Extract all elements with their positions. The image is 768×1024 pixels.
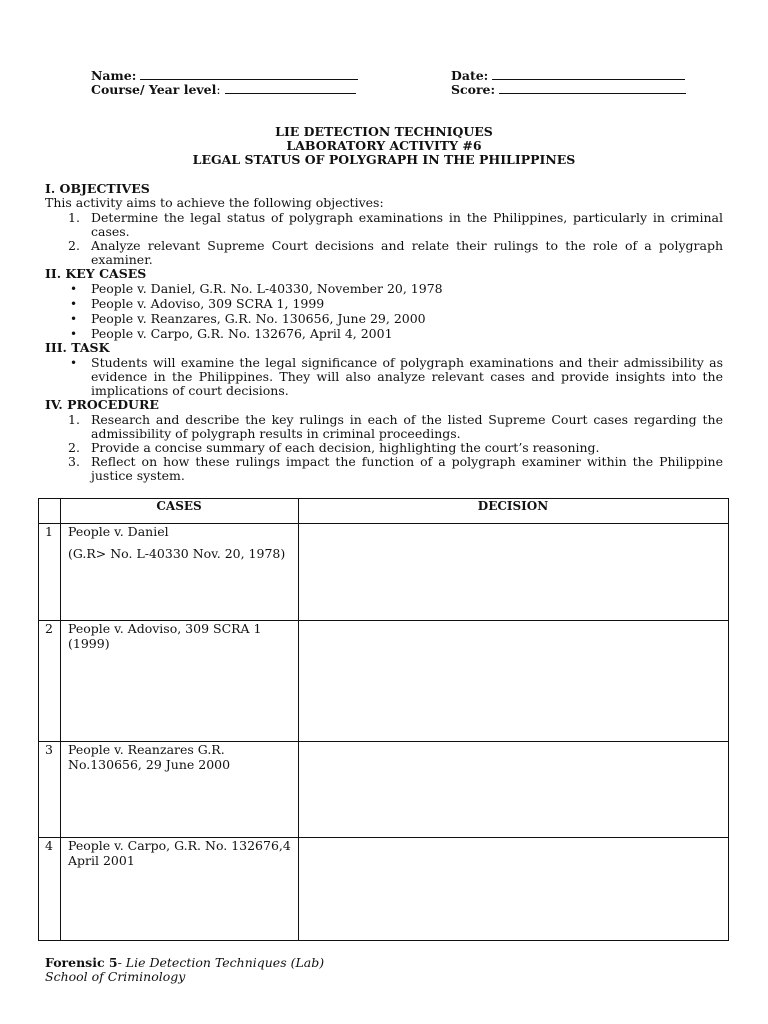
table-header-cases: CASES (156, 499, 202, 513)
objective-1-line-1: Determine the legal status of polygraph examinations in the Philippines, particularly in criminal (91, 210, 723, 225)
key-cases-heading: II. KEY CASES (45, 266, 147, 281)
footer-course-title: - Lie Detection Techniques (Lab) (117, 955, 325, 970)
procedure-2-num: 2. (68, 440, 80, 455)
procedure-heading: IV. PROCEDURE (45, 397, 159, 412)
row-3-decision-cell[interactable] (299, 742, 727, 836)
title-line-1: LIE DETECTION TECHNIQUES (275, 124, 493, 139)
row-2-decision-cell[interactable] (299, 621, 727, 740)
objectives-heading: I. OBJECTIVES (45, 181, 150, 196)
footer-school: School of Criminology (45, 969, 186, 984)
key-case-3: People v. Reanzares, G.R. No. 130656, June 29, 2000 (91, 311, 426, 326)
objective-1-num: 1. (68, 210, 80, 225)
name-field[interactable] (91, 69, 358, 83)
footer-course (45, 956, 324, 970)
key-case-4-bullet: • (70, 327, 78, 341)
date-blank[interactable] (492, 69, 685, 80)
procedure-3-line-2: justice system. (91, 468, 185, 483)
score-label: Score: (451, 82, 496, 97)
procedure-1-num: 1. (68, 412, 80, 427)
title-line-3: LEGAL STATUS OF POLYGRAPH IN THE PHILIPPINES (192, 152, 576, 167)
row-4-number: 4 (45, 838, 53, 853)
row-4-decision-cell[interactable] (299, 838, 727, 939)
row-3-case-line-2: No.130656, 29 June 2000 (68, 757, 231, 772)
task-line-3: implications of court decisions. (91, 383, 289, 398)
task-line-2: evidence in the Philippines. They will also analyze relevant cases and provide insights into the (91, 369, 723, 384)
row-4-case-line-1: People v. Carpo, G.R. No. 132676,4 (68, 838, 291, 853)
procedure-3-line-1: Reflect on how these rulings impact the function of a polygraph examiner within the Philippine (91, 454, 723, 469)
score-blank[interactable] (499, 83, 686, 94)
key-case-2: People v. Adoviso, 309 SCRA 1, 1999 (91, 296, 325, 311)
procedure-1-line-1: Research and describe the key rulings in each of the listed Supreme Court cases regarding the (91, 412, 723, 427)
course-blank[interactable] (225, 83, 356, 94)
key-case-1-bullet: • (70, 282, 78, 296)
row-2-case-line-2: (1999) (68, 636, 110, 651)
task-line-1: Students will examine the legal significance of polygraph examinations and their admissibility as (91, 355, 723, 370)
name-label: Name: (91, 68, 137, 83)
score-field[interactable] (451, 83, 686, 97)
procedure-2-line-1: Provide a concise summary of each decision, highlighting the court’s reasoning. (91, 440, 600, 455)
footer-course-code: Forensic 5 (45, 955, 118, 970)
course-colon: : (216, 82, 221, 97)
row-2-number: 2 (45, 621, 53, 636)
objective-2-line-1: Analyze relevant Supreme Court decisions and relate their rulings to the role of a polygraph (91, 238, 723, 253)
row-2-case-line-1: People v. Adoviso, 309 SCRA 1 (68, 621, 262, 636)
key-case-2-bullet: • (70, 297, 78, 311)
objective-1-line-2: cases. (91, 224, 130, 239)
procedure-3-num: 3. (68, 454, 80, 469)
task-bullet: • (70, 356, 78, 370)
date-label: Date: (451, 68, 489, 83)
table-divider-num (60, 499, 61, 940)
table-header-decision: DECISION (477, 499, 549, 513)
cases-table (38, 498, 729, 941)
objective-2-line-2: examiner. (91, 252, 153, 267)
row-4-case-line-2: April 2001 (68, 853, 135, 868)
key-case-3-bullet: • (70, 312, 78, 326)
row-1-number: 1 (45, 524, 53, 539)
row-3-case-line-1: People v. Reanzares G.R. (68, 742, 225, 757)
objectives-intro: This activity aims to achieve the following objectives: (45, 195, 384, 210)
row-1-case-line-1: People v. Daniel (68, 524, 169, 539)
course-label: Course/ Year level (91, 82, 217, 97)
objective-2-num: 2. (68, 238, 80, 253)
course-field[interactable] (91, 83, 356, 97)
row-1-decision-cell[interactable] (299, 524, 727, 619)
key-case-4: People v. Carpo, G.R. No. 132676, April 4, 2001 (91, 326, 393, 341)
key-case-1: People v. Daniel, G.R. No. L-40330, November 20, 1978 (91, 281, 443, 296)
procedure-1-line-2: admissibility of polygraph results in criminal proceedings. (91, 426, 461, 441)
task-heading: III. TASK (45, 340, 110, 355)
row-3-number: 3 (45, 742, 53, 757)
title-line-2: LABORATORY ACTIVITY #6 (286, 138, 482, 153)
row-1-case-line-2: (G.R> No. L-40330 Nov. 20, 1978) (68, 546, 286, 561)
name-blank[interactable] (140, 69, 358, 80)
date-field[interactable] (451, 69, 685, 83)
